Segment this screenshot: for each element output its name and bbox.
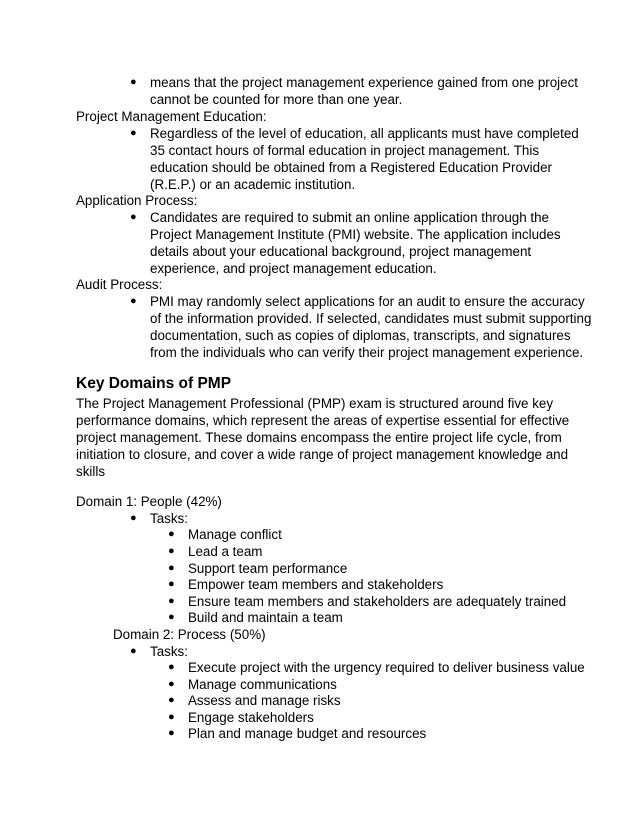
bullet-icon: ●: [168, 661, 175, 673]
domain1-task: Build and maintain a team: [188, 610, 343, 625]
bullet-icon: ●: [168, 727, 175, 739]
bullet-icon: ●: [130, 512, 137, 524]
application-label: Application Process:: [76, 193, 198, 208]
paragraph-line: project management. These domains encompass the entire project life cycle, from: [76, 430, 562, 445]
domain2-task: Plan and manage budget and resources: [188, 726, 427, 741]
domain1-task: Lead a team: [188, 544, 263, 559]
education-line: (R.E.P.) or an academic institution.: [150, 177, 356, 192]
domain1-task: Manage conflict: [188, 527, 282, 542]
bullet-icon: ●: [130, 127, 137, 139]
education-line: Regardless of the level of education, all applicants must have completed: [150, 126, 579, 141]
bullet-icon: ●: [168, 595, 175, 607]
paragraph-line: initiation to closure, and cover a wide range of project management knowledge and: [76, 447, 569, 462]
domain1-task: Empower team members and stakeholders: [188, 577, 444, 592]
bullet-icon: ●: [168, 545, 175, 557]
application-line: Candidates are required to submit an online application through the: [150, 210, 550, 225]
domain2-task: Assess and manage risks: [188, 693, 341, 708]
bullet-icon: ●: [168, 711, 175, 723]
bullet-icon: ●: [130, 76, 137, 88]
application-line: details about your educational background, project management: [150, 244, 532, 259]
bullet-icon: ●: [168, 694, 175, 706]
audit-label: Audit Process:: [76, 277, 163, 292]
education-line: 35 contact hours of formal education in project management. This: [150, 143, 540, 158]
domain2-task: Execute project with the urgency required to deliver business value: [188, 660, 585, 675]
paragraph-line: The Project Management Professional (PMP) exam is structured around five key: [76, 396, 554, 411]
top-item-line: cannot be counted for more than one year.: [150, 92, 403, 107]
audit-line: PMI may randomly select applications for an audit to ensure the accuracy: [150, 294, 585, 309]
bullet-icon: ●: [168, 678, 175, 690]
domain2-title: Domain 2: Process (50%): [113, 627, 266, 642]
bullet-icon: ●: [130, 645, 137, 657]
application-line: Project Management Institute (PMI) website. The application includes: [150, 227, 561, 242]
education-label: Project Management Education:: [76, 109, 267, 124]
audit-line: from the individuals who can verify their project management experience.: [150, 345, 584, 360]
domain2-task: Engage stakeholders: [188, 710, 314, 725]
domain1-title: Domain 1: People (42%): [76, 494, 222, 509]
bullet-icon: ●: [168, 578, 175, 590]
education-line: education should be obtained from a Registered Education Provider: [150, 160, 552, 175]
bullet-icon: ●: [168, 562, 175, 574]
domain1-tasks-label: Tasks:: [150, 511, 188, 526]
bullet-icon: ●: [168, 611, 175, 623]
domain2-tasks-label: Tasks:: [150, 644, 188, 659]
section-heading: Key Domains of PMP: [76, 375, 232, 392]
paragraph-line: performance domains, which represent the areas of expertise essential for effective: [76, 413, 570, 428]
audit-line: of the information provided. If selected, candidates must submit supporting: [150, 311, 592, 326]
domain1-task: Ensure team members and stakeholders are adequately trained: [188, 594, 567, 609]
bullet-icon: ●: [130, 211, 137, 223]
bullet-icon: ●: [168, 528, 175, 540]
application-line: experience, and project management education.: [150, 261, 437, 276]
domain2-task: Manage communications: [188, 677, 337, 692]
paragraph-line: skills: [76, 464, 106, 479]
bullet-icon: ●: [130, 295, 137, 307]
domain1-task: Support team performance: [188, 561, 348, 576]
top-item-line: means that the project management experience gained from one project: [150, 75, 579, 90]
audit-line: documentation, such as copies of diplomas, transcripts, and signatures: [150, 328, 571, 343]
